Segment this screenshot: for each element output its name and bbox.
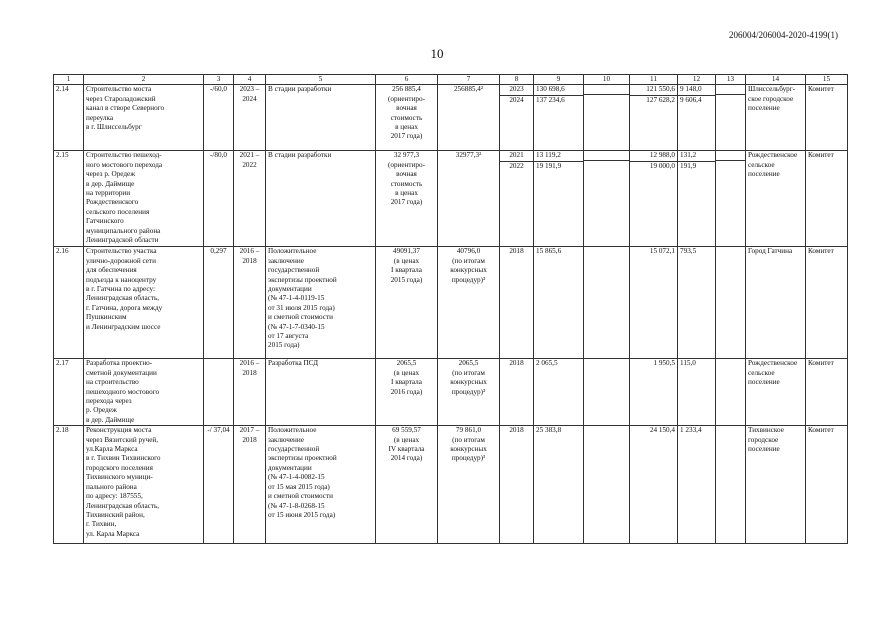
finance-other-value	[716, 247, 745, 256]
table-row	[54, 85, 848, 151]
header-cell: 7	[438, 75, 500, 85]
finance-federal-value	[584, 94, 629, 104]
object-name: Строительство моста через Староладожский канал в створе Северного переулка в г. Шлиссельбург	[84, 85, 204, 151]
estimated-cost-cell: 69 559,57 (в ценах IV квартала 2014 года)	[376, 426, 438, 544]
object-name: Разработка проектно- сметной документации на строительство пешеходного мостового перехода через р. Оредеж в дер. Даймище	[84, 359, 204, 426]
finance-total	[534, 151, 584, 247]
recipient-cell: Город Гатчина	[746, 247, 806, 359]
finance-year-value: 2018	[509, 359, 524, 368]
objects-table	[53, 74, 848, 544]
finance-regional-value: 127 628,2	[630, 95, 677, 105]
header-cell: 9	[534, 75, 584, 85]
finance-other	[716, 359, 746, 426]
finance-total-value: 19 191,9	[534, 161, 583, 171]
finance-total-value: 137 234,6	[534, 95, 583, 105]
capacity-cell: -/ 37,04	[204, 426, 234, 544]
finance-year-value: 2018	[509, 247, 524, 256]
finance-year-value: 2021	[509, 151, 524, 160]
page-number: 10	[430, 46, 444, 61]
finance-other-value	[716, 359, 745, 368]
finance-other-value	[716, 151, 745, 160]
finance-regional-value: 121 550,6	[646, 85, 675, 94]
object-name: Строительство пешеход- ного мостового перехода через р. Оредеж в дер. Даймище на территории Рождественского сельского поселения Гатчинского муниципального района Ленинградской области	[84, 151, 204, 247]
finance-total-value: 130 698,6	[536, 85, 565, 94]
finance-other	[716, 247, 746, 359]
finance-year-value: 2022	[500, 161, 533, 171]
finance-other	[716, 151, 746, 247]
recipient-cell: Рождественское сельское поселение	[746, 359, 806, 426]
finance-federal-value	[584, 85, 629, 94]
table-row	[54, 359, 848, 426]
table-row	[54, 426, 848, 544]
header-cell: 5	[266, 75, 376, 85]
finance-federal	[584, 151, 630, 247]
finance-year	[500, 426, 534, 544]
finance-regional	[630, 359, 678, 426]
finance-other-value	[716, 426, 745, 435]
finance-total	[534, 426, 584, 544]
row-number: 2.17	[54, 359, 84, 426]
header-row	[54, 75, 848, 85]
finance-year	[500, 247, 534, 359]
capacity-cell: -/60,0	[204, 85, 234, 151]
contract-cost-cell: 40796,0 (по итогам конкурсных процедур)³	[438, 247, 500, 359]
finance-total	[534, 247, 584, 359]
client-cell: Комитет	[806, 247, 848, 359]
header-cell: 15	[806, 75, 848, 85]
finance-regional-value: 19 000,0	[630, 161, 677, 171]
finance-regional	[630, 426, 678, 544]
document-number: 206004/206004-2020-4199(1)	[729, 30, 838, 40]
finance-local	[678, 247, 716, 359]
finance-federal-value	[584, 426, 629, 435]
table-row	[54, 247, 848, 359]
header-cell: 13	[716, 75, 746, 85]
recipient-cell: Рождественское сельское поселение	[746, 151, 806, 247]
finance-local-value: 9 606,4	[678, 95, 715, 105]
years-cell: 2016 – 2018	[234, 359, 266, 426]
header-cell: 3	[204, 75, 234, 85]
finance-local	[678, 151, 716, 247]
finance-local	[678, 426, 716, 544]
years-cell: 2016 – 2018	[234, 247, 266, 359]
finance-regional-value: 24 150,4	[649, 426, 675, 435]
recipient-cell: Шлиссельбург- ское городское поселение	[746, 85, 806, 151]
estimated-cost-cell: 49091,37 (в ценах I квартала 2015 года)	[376, 247, 438, 359]
estimated-cost-cell: 2065,5 (в ценах I квартала 2016 года)	[376, 359, 438, 426]
client-cell: Комитет	[806, 85, 848, 151]
finance-local-value: 1 233,4	[680, 426, 702, 435]
finance-federal	[584, 359, 630, 426]
finance-federal	[584, 426, 630, 544]
row-number: 2.16	[54, 247, 84, 359]
finance-total-value: 15 865,6	[536, 247, 562, 256]
finance-local-value: 793,5	[680, 247, 697, 256]
finance-other	[716, 85, 746, 151]
finance-local	[678, 85, 716, 151]
status-cell: Положительное заключение государственной экспертизы проектной документации (№ 47-1-4-0119-15 от 31 июля 2015 года) и сметной стоимости (№ 47-1-7-0340-15 от 17 августа 2015 года)	[266, 247, 376, 359]
client-cell: Комитет	[806, 359, 848, 426]
row-number: 2.18	[54, 426, 84, 544]
finance-year	[500, 151, 534, 247]
header-cell: 10	[584, 75, 630, 85]
years-cell: 2017 – 2018	[234, 426, 266, 544]
finance-other	[716, 426, 746, 544]
finance-regional	[630, 151, 678, 247]
contract-cost-cell: 32977,3²	[438, 151, 500, 247]
object-name: Реконструкция моста через Вязитский ручей, ул.Карла Маркса в г. Тихвин Тихвинского городского поселения Тихвинского муници- пального района по адресу: 187555, Ленинградская область, Тихвинский район, г. Тихвин, ул. Карла Маркса	[84, 426, 204, 544]
contract-cost-cell: 256885,4²	[438, 85, 500, 151]
finance-regional-value: 1 950,5	[653, 359, 675, 368]
row-number: 2.14	[54, 85, 84, 151]
status-cell: Разработка ПСД	[266, 359, 376, 426]
finance-total-value: 13 119,2	[536, 151, 561, 160]
header-cell: 11	[630, 75, 678, 85]
finance-year-value: 2018	[509, 426, 524, 435]
header-cell: 4	[234, 75, 266, 85]
finance-other-value	[716, 94, 745, 104]
finance-local-value: 9 148,0	[680, 85, 702, 94]
finance-local-value: 191,9	[678, 161, 715, 171]
header-cell: 8	[500, 75, 534, 85]
finance-federal	[584, 85, 630, 151]
finance-regional-value: 12 988,0	[649, 151, 675, 160]
recipient-cell: Тихвинское городское поселение	[746, 426, 806, 544]
finance-regional	[630, 85, 678, 151]
finance-local	[678, 359, 716, 426]
estimated-cost-cell: 32 977,3 (ориентиро- вочная стоимость в ценах 2017 года)	[376, 151, 438, 247]
estimated-cost-cell: 256 885,4 (ориентиро- вочная стоимость в ценах 2017 года)	[376, 85, 438, 151]
finance-year	[500, 85, 534, 151]
capacity-cell: -/80,0	[204, 151, 234, 247]
client-cell: Комитет	[806, 426, 848, 544]
header-cell: 12	[678, 75, 716, 85]
capacity-cell: 0,297	[204, 247, 234, 359]
finance-total-value: 25 383,8	[536, 426, 562, 435]
capacity-cell	[204, 359, 234, 426]
contract-cost-cell: 79 861,0 (по итогам конкурсных процедур)³	[438, 426, 500, 544]
finance-local-value: 131,2	[680, 151, 697, 160]
finance-federal	[584, 247, 630, 359]
finance-federal-value	[584, 151, 629, 160]
finance-federal-value	[584, 247, 629, 256]
finance-year-value: 2024	[500, 95, 533, 105]
finance-local-value: 115,0	[680, 359, 696, 368]
header-cell: 6	[376, 75, 438, 85]
years-cell: 2023 – 2024	[234, 85, 266, 151]
finance-other-value	[716, 160, 745, 170]
finance-total-value: 2 065,5	[536, 359, 558, 368]
finance-regional-value: 15 072,1	[649, 247, 675, 256]
header-cell: 2	[84, 75, 204, 85]
finance-other-value	[716, 85, 745, 94]
table-row	[54, 151, 848, 247]
status-cell: Положительное заключение государственной экспертизы проектной документации (№ 47-1-4-0082-15 от 15 мая 2015 года) и сметной стоимости (№ 47-1-8-0268-15 от 15 июня 2015 года)	[266, 426, 376, 544]
finance-regional	[630, 247, 678, 359]
client-cell: Комитет	[806, 151, 848, 247]
finance-year	[500, 359, 534, 426]
status-cell: В стадии разработки	[266, 151, 376, 247]
finance-total	[534, 359, 584, 426]
finance-federal-value	[584, 359, 629, 368]
finance-year-value: 2023	[509, 85, 524, 94]
row-number: 2.15	[54, 151, 84, 247]
header-cell: 1	[54, 75, 84, 85]
contract-cost-cell: 2065,5 (по итогам конкурсных процедур)³	[438, 359, 500, 426]
header-cell: 14	[746, 75, 806, 85]
status-cell: В стадии разработки	[266, 85, 376, 151]
object-name: Строительство участка улично-дорожной сети для обеспечения подъезда к наноцентру в г. Гатчина по адресу: Ленинградская область, г. Гатчина, дорога между Пушкинским и Ленинградским шоссе	[84, 247, 204, 359]
finance-total	[534, 85, 584, 151]
years-cell: 2021 – 2022	[234, 151, 266, 247]
finance-federal-value	[584, 160, 629, 170]
